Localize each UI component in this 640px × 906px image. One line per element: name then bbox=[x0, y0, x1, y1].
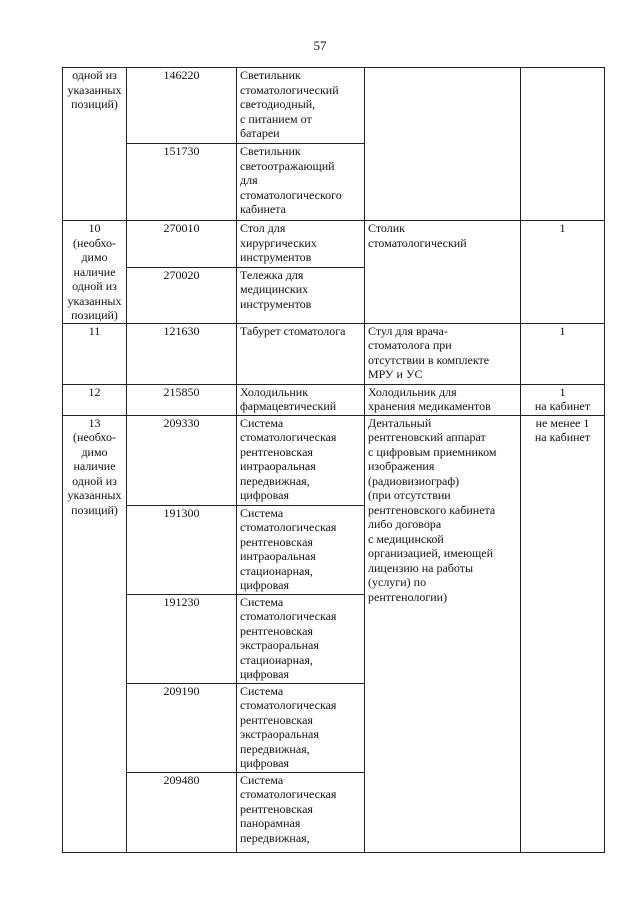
equipment-code: 270010 bbox=[127, 221, 237, 268]
table-row bbox=[63, 221, 605, 268]
equipment-code: 151730 bbox=[127, 144, 237, 221]
quantity-cell: 1 bbox=[521, 221, 605, 324]
equipment-name: Система стоматологическая рентгеновская экстраоральная передвижная, цифровая bbox=[237, 683, 365, 772]
quantity-cell bbox=[521, 68, 605, 221]
equipment-name: Система стоматологическая рентгеновская экстраоральная стационарная, цифровая bbox=[237, 594, 365, 683]
equipment-name: Система стоматологическая рентгеновская интраоральная передвижная, цифровая bbox=[237, 415, 365, 505]
equipment-name: Светильник светоотражающий для стоматологического кабинета bbox=[237, 144, 365, 221]
replacement-cell bbox=[365, 68, 521, 221]
equipment-code: 191300 bbox=[127, 505, 237, 594]
quantity-cell: 1 bbox=[521, 323, 605, 384]
page-number: 57 bbox=[313, 38, 327, 53]
row-number-cell: 10 (необхо- димо наличие одной из указанных позиций) bbox=[63, 221, 127, 324]
row-number-cell: 11 bbox=[63, 323, 127, 384]
table-row bbox=[63, 323, 605, 384]
replacement-cell: Холодильник для хранения медикаментов bbox=[365, 384, 521, 415]
equipment-code: 146220 bbox=[127, 68, 237, 144]
equipment-name: Холодильник фармацевтический bbox=[237, 384, 365, 415]
equipment-name: Система стоматологическая рентгеновская интраоральная стационарная, цифровая bbox=[237, 505, 365, 594]
table-row bbox=[63, 415, 605, 505]
equipment-code: 209330 bbox=[127, 415, 237, 505]
equipment-code: 215850 bbox=[127, 384, 237, 415]
equipment-name: Стол для хирургических инструментов bbox=[237, 221, 365, 268]
equipment-code: 209190 bbox=[127, 683, 237, 772]
row-number-cell: 13 (необхо- димо наличие одной из указанных позиций) bbox=[63, 415, 127, 852]
table-row bbox=[63, 384, 605, 415]
equipment-name: Система стоматологическая рентгеновская панорамная передвижная, bbox=[237, 772, 365, 852]
equipment-code: 270020 bbox=[127, 267, 237, 323]
equipment-code: 191230 bbox=[127, 594, 237, 683]
equipment-name: Светильник стоматологический светодиодный, с питанием от батареи bbox=[237, 68, 365, 144]
equipment-code: 209480 bbox=[127, 772, 237, 852]
replacement-cell: Столик стоматологический bbox=[365, 221, 521, 324]
equipment-code: 121630 bbox=[127, 323, 237, 384]
row-number-cell: 12 bbox=[63, 384, 127, 415]
row-number-cell: одной из указанных позиций) bbox=[63, 68, 127, 221]
equipment-name: Табурет стоматолога bbox=[237, 323, 365, 384]
table-row bbox=[63, 68, 605, 144]
equipment-table bbox=[62, 67, 605, 853]
quantity-cell: 1 на кабинет bbox=[521, 384, 605, 415]
replacement-cell: Стул для врача- стоматолога при отсутствии в комплекте МРУ и УС bbox=[365, 323, 521, 384]
quantity-cell: не менее 1 на кабинет bbox=[521, 415, 605, 852]
equipment-name: Тележка для медицинских инструментов bbox=[237, 267, 365, 323]
replacement-cell: Дентальный рентгеновский аппарат с цифровым приемником изображения (радиовизиограф) (при отсутствии рентгеновского кабинета либо договора с медицинской организацией, имеющей лицензию на работы (услуги) по рентгенологии) bbox=[365, 415, 521, 852]
